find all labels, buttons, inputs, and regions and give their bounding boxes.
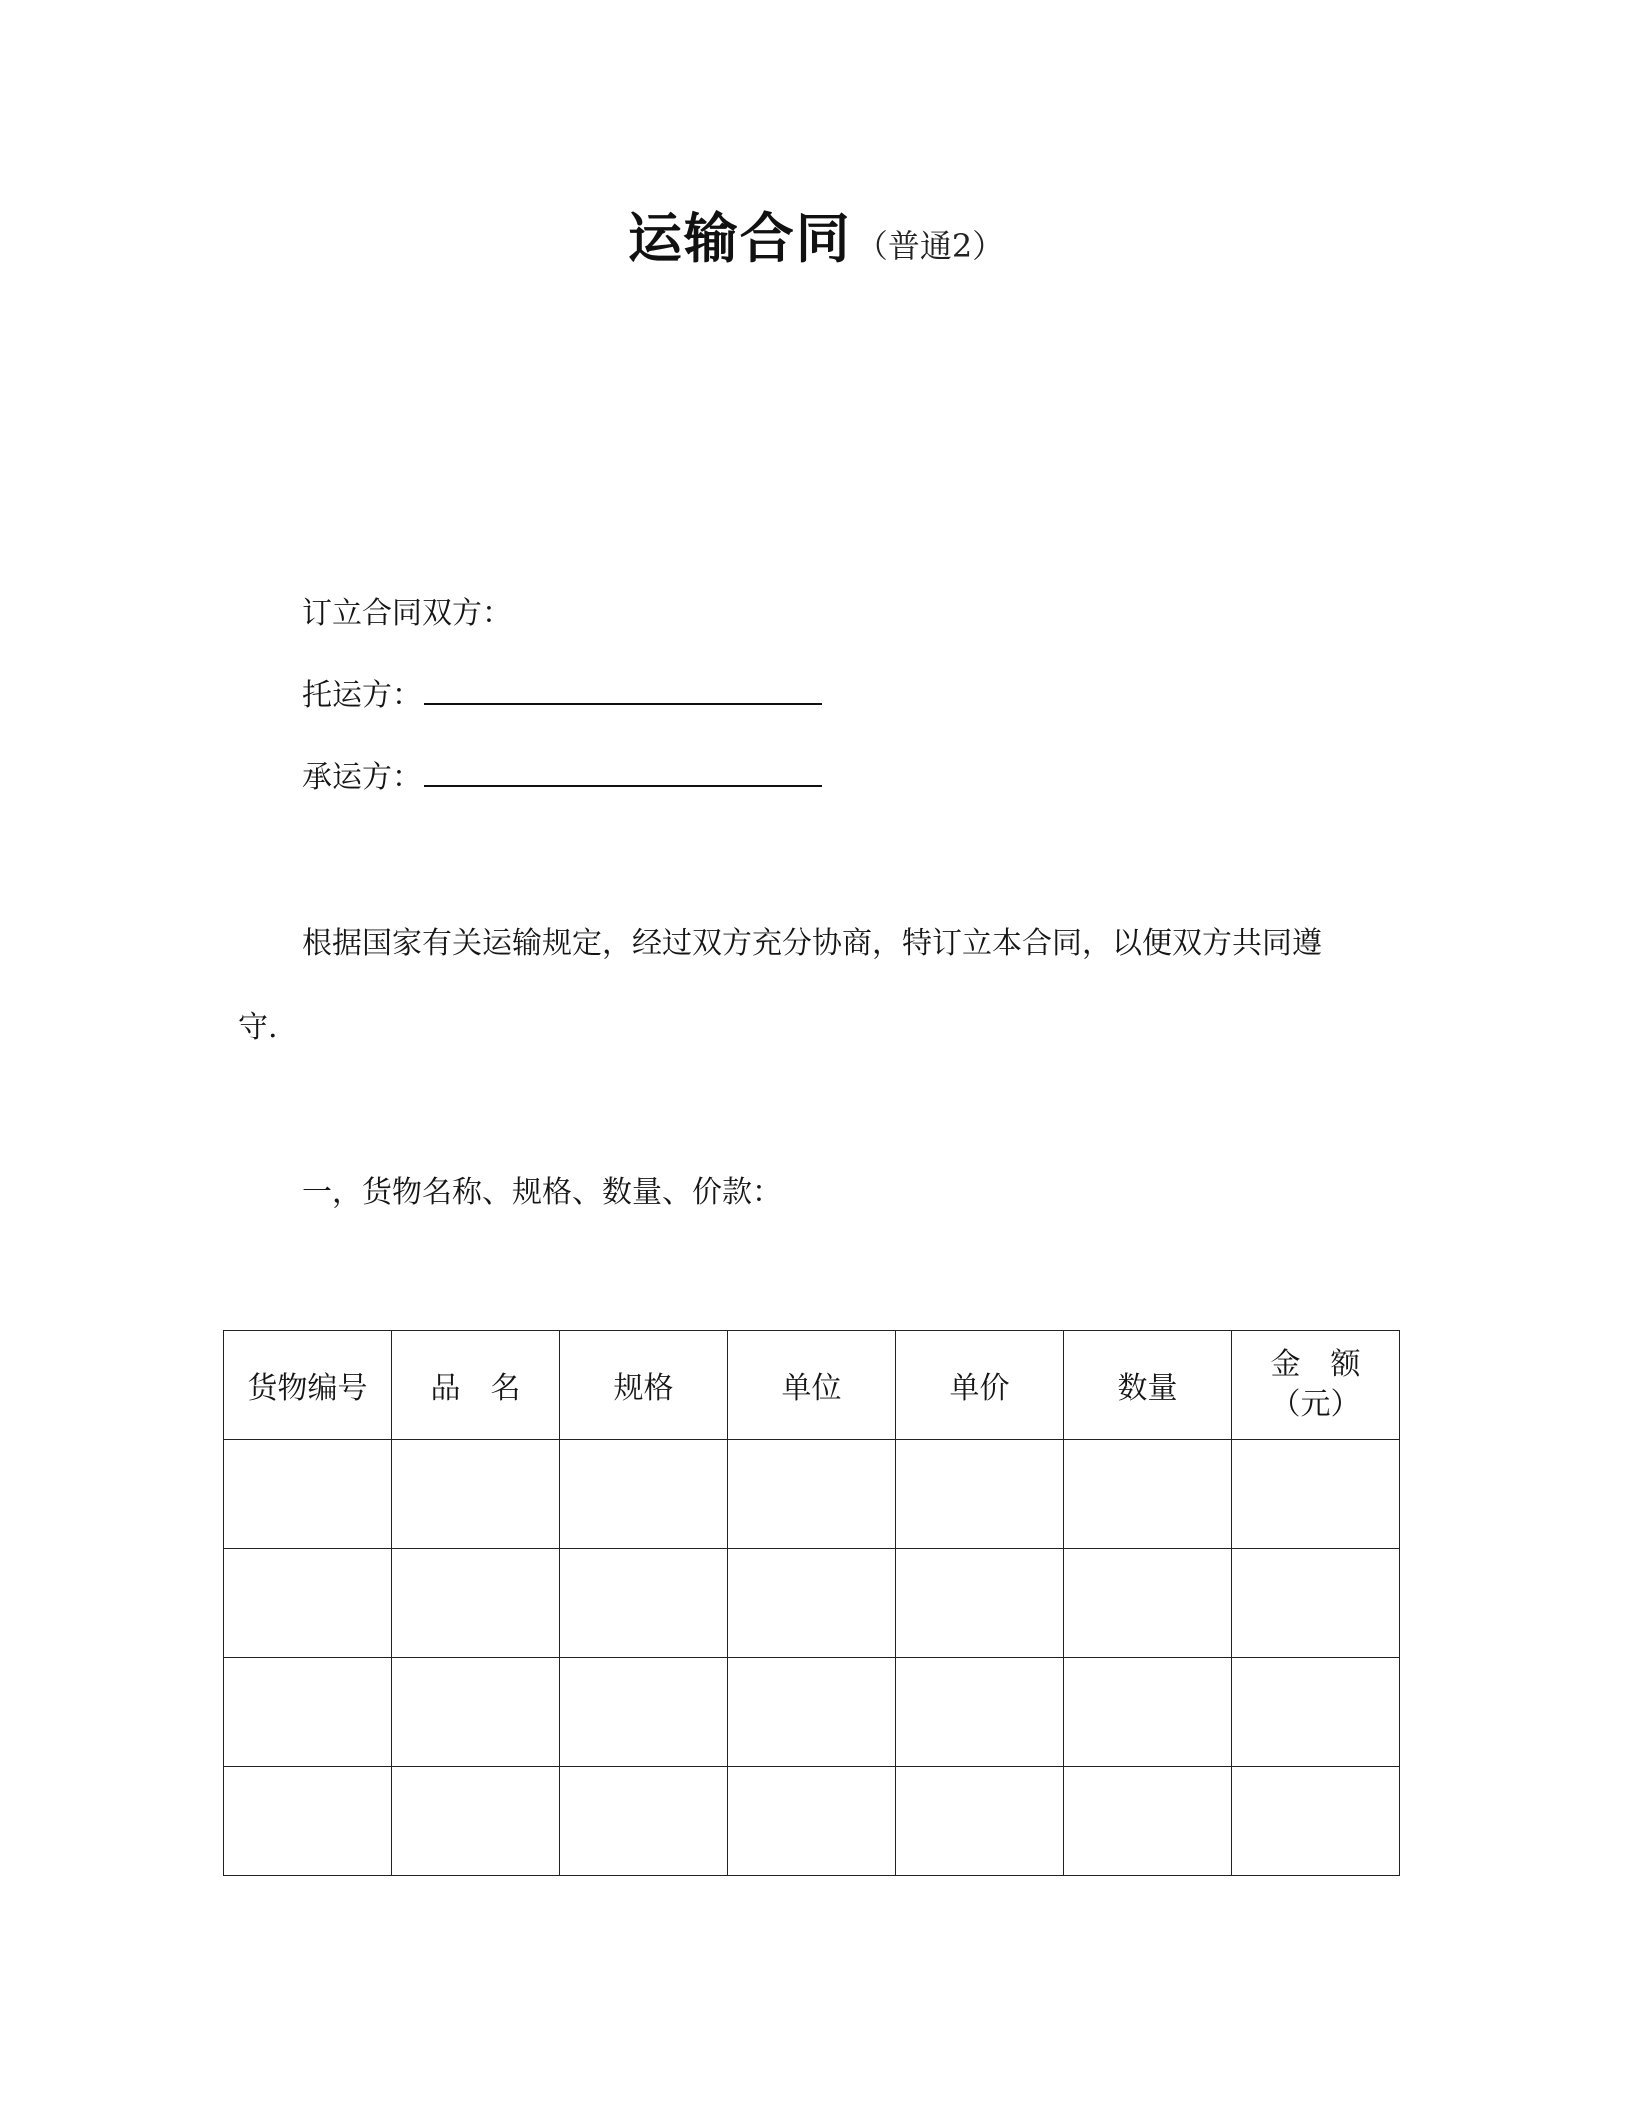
header-unit-price: 单价 [896,1331,1064,1440]
table-cell[interactable] [392,1767,560,1876]
goods-table [223,1330,1400,1876]
table-row [224,1440,1400,1549]
header-product-name: 品 名 [392,1331,560,1440]
table-cell[interactable] [728,1767,896,1876]
table-row [224,1658,1400,1767]
table-cell[interactable] [728,1658,896,1767]
table-cell[interactable] [1232,1658,1400,1767]
shipper-line [302,670,822,714]
table-cell[interactable] [560,1549,728,1658]
table-cell[interactable] [1064,1440,1232,1549]
header-amount-unit: （元） [1270,1387,1361,1422]
carrier-blank[interactable] [424,755,822,787]
table-cell[interactable] [1232,1549,1400,1658]
table-cell[interactable] [560,1658,728,1767]
carrier-label: 承运方： [302,760,422,795]
table-cell[interactable] [224,1440,392,1549]
parties-heading: 订立合同双方： [302,596,512,631]
table-cell[interactable] [728,1440,896,1549]
header-specification: 规格 [560,1331,728,1440]
header-goods-number: 货物编号 [224,1331,392,1440]
carrier-line [302,752,822,796]
table-cell[interactable] [392,1658,560,1767]
table-cell[interactable] [896,1440,1064,1549]
header-amount-label: 金 额 [1270,1347,1361,1382]
shipper-blank[interactable] [424,673,822,705]
title-subtitle: （普通2） [855,227,1005,265]
table-cell[interactable] [224,1549,392,1658]
table-cell[interactable] [1232,1767,1400,1876]
table-row [224,1549,1400,1658]
intro-paragraph-line2: 守. [238,1010,278,1045]
header-unit: 单位 [728,1331,896,1440]
section1-heading: 一，货物名称、规格、数量、价款： [302,1175,782,1210]
table-cell[interactable] [224,1767,392,1876]
table-cell[interactable] [224,1658,392,1767]
goods-table-header-row [224,1331,1400,1440]
title-main: 运输合同 [627,207,852,270]
header-quantity: 数量 [1064,1331,1232,1440]
table-cell[interactable] [1232,1440,1400,1549]
table-cell[interactable] [1064,1767,1232,1876]
table-row [224,1767,1400,1876]
table-cell[interactable] [1064,1549,1232,1658]
table-cell[interactable] [896,1658,1064,1767]
table-cell[interactable] [1064,1658,1232,1767]
table-cell[interactable] [392,1440,560,1549]
header-amount [1232,1331,1400,1440]
table-cell[interactable] [560,1440,728,1549]
table-cell[interactable] [728,1549,896,1658]
shipper-label: 托运方： [302,678,422,713]
table-cell[interactable] [560,1767,728,1876]
table-cell[interactable] [896,1767,1064,1876]
intro-paragraph-line1: 根据国家有关运输规定，经过双方充分协商，特订立本合同，以便双方共同遵 [302,926,1322,961]
table-cell[interactable] [392,1549,560,1658]
table-cell[interactable] [896,1549,1064,1658]
document-title [0,196,1632,273]
